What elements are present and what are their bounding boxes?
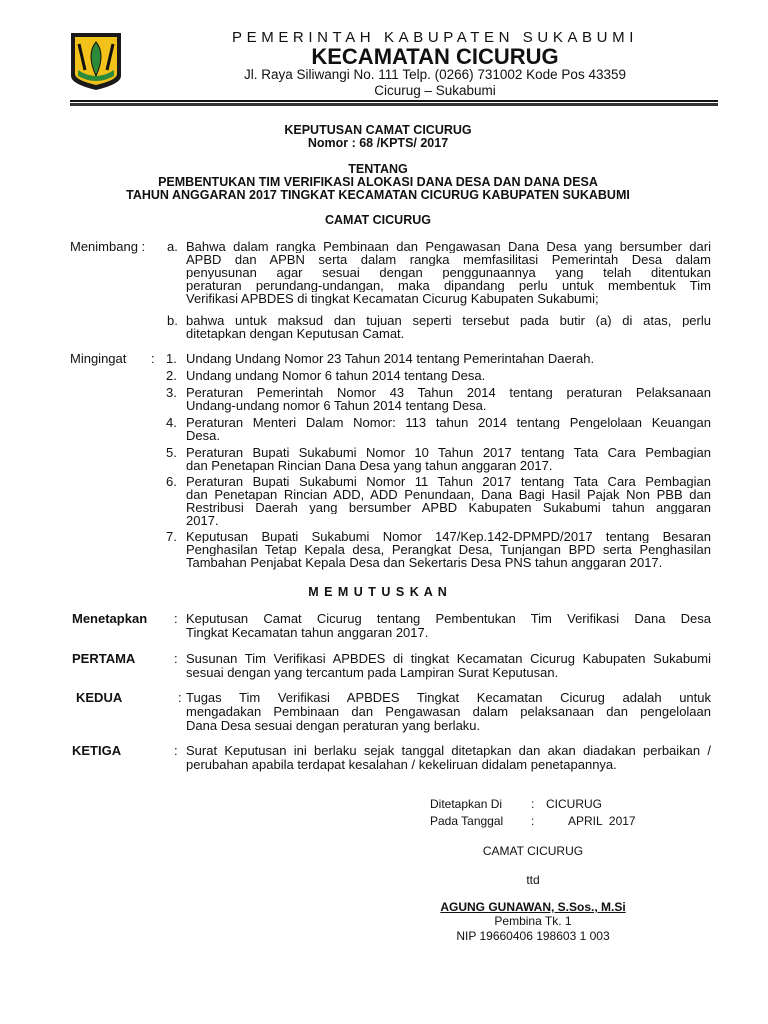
item-marker: 5.: [166, 445, 177, 460]
text-line: sesuai dengan yang tercantum pada Lampiran Surat Keputusan.: [186, 665, 559, 680]
text-line: Penghasilan Tetap Kepala desa, Perangkat Desa, Tunjangan BPD serta Penghasilan: [186, 543, 711, 556]
text-line: Tingkat Kecamatan tahun anggaran 2017.: [186, 625, 429, 640]
item-marker: 4.: [166, 415, 177, 430]
place-label: Ditetapkan Di: [430, 797, 503, 811]
decision-colon: :: [178, 690, 182, 705]
decision-text: [186, 652, 711, 680]
item-marker: 3.: [166, 385, 177, 400]
mengingat-item: [186, 369, 711, 382]
signer-position: CAMAT CICURUG: [482, 844, 584, 858]
text-line: Undang-undang nomor 6 Tahun 2014 tentang Desa.: [186, 398, 487, 413]
issuer-heading: CAMAT CICURUG: [324, 213, 431, 227]
text-line: dan Penetapan Rincian ADD, ADD Penundaan, Dana Bagi Hasil Pajak Non PBB dan: [186, 488, 711, 501]
mengingat-item: [186, 446, 711, 472]
signer-rank: Pembina Tk. 1: [494, 914, 572, 928]
signer-nip: NIP 19660406 198603 1 003: [456, 929, 610, 943]
signature-ttd: ttd: [526, 873, 540, 887]
decree-number: Nomor : 68 /KPTS/ 2017: [307, 136, 449, 150]
decision-colon: :: [174, 651, 178, 666]
decision-colon: :: [174, 743, 178, 758]
text-line: Peraturan Menteri Dalam Nomor: 113 tahun 2014 tentang Pengelolaan Keuangan: [186, 416, 711, 429]
text-line: Desa.: [186, 428, 220, 443]
decision-label: Menetapkan: [72, 611, 148, 626]
item-marker: b.: [167, 313, 178, 328]
mengingat-item: [186, 416, 711, 442]
signer-name: AGUNG GUNAWAN, S.Sos., M.Si: [440, 900, 626, 914]
place-value: CICURUG: [546, 797, 602, 811]
text-line: Bahwa dalam rangka Pembinaan dan Pengawasan Dana Desa yang bersumber dari: [186, 240, 711, 253]
text-line: Peraturan Bupati Sukabumi Nomor 10 Tahun 2017 tentang Tata Cara Pembagian: [186, 446, 711, 459]
decision-text: [186, 612, 711, 640]
text-line: Tugas Tim Verifikasi APBDES Tingkat Kecamatan Cicurug adalah untuk: [186, 691, 711, 705]
decree-title: KEPUTUSAN CAMAT CICURUG: [284, 123, 472, 137]
decision-text: [186, 744, 711, 772]
text-line: Tambahan Penjabat Kepala Desa dan Sekertaris Desa PNS tahun anggaran 2017.: [186, 555, 663, 570]
item-marker: 6.: [166, 474, 177, 489]
text-line: Keputusan Bupati Sukabumi Nomor 147/Kep.142-DPMPD/2017 tentang Besaran: [186, 530, 711, 543]
menimbang-a: [186, 240, 711, 305]
text-line: Undang Undang Nomor 23 Tahun 2014 tentang Pemerintahan Daerah.: [186, 351, 595, 366]
text-line: peraturan perundang-undangan, maka dipandang perlu untuk membentuk Tim: [186, 279, 711, 292]
text-line: bahwa untuk maksud dan tujuan seperti tersebut pada butir (a) di atas, perlu: [186, 314, 711, 327]
text-line: mengadakan Pembinaan dan Pengawasan dalam pelaksanaan dan pengelolaan: [186, 705, 711, 719]
text-line: penyusunan agar sesuai dengan penggunaannya yang telah ditentukan: [186, 266, 711, 279]
sukabumi-emblem-logo: [68, 30, 124, 92]
date-colon: :: [531, 814, 535, 828]
date-value: APRIL 2017: [568, 814, 636, 828]
menimbang-b: [186, 314, 711, 340]
text-line: ditetapkan dengan Keputusan Camat.: [186, 326, 405, 341]
header-office: KECAMATAN CICURUG: [311, 44, 559, 69]
mengingat-item: [186, 475, 711, 527]
header-rule-thin: [70, 100, 718, 102]
text-line: Susunan Tim Verifikasi APBDES di tingkat Kecamatan Cicurug Kabupaten Sukabumi: [186, 652, 711, 666]
header-city: Cicurug – Sukabumi: [374, 83, 496, 98]
item-marker: 2.: [166, 368, 177, 383]
subject-line-1: PEMBENTUKAN TIM VERIFIKASI ALOKASI DANA DESA DAN DANA DESA: [158, 175, 598, 189]
mengingat-label: Mingingat: [70, 351, 127, 366]
date-label: Pada Tanggal: [430, 814, 504, 828]
text-line: Dana Desa sesuai dengan peraturan yang berlaku.: [186, 718, 481, 733]
mengingat-item: [186, 530, 711, 569]
decision-label: KETIGA: [72, 743, 122, 758]
place-colon: :: [531, 797, 535, 811]
text-line: Verifikasi APBDES di tingkat Kecamatan Cicurug Kabupaten Sukabumi;: [186, 291, 599, 306]
mengingat-item: [186, 352, 711, 365]
decision-text: [186, 691, 711, 733]
text-line: Peraturan Bupati Sukabumi Nomor 11 Tahun 2017 tentang Tata Cara Pembagian: [186, 475, 711, 488]
text-line: Keputusan Camat Cicurug tentang Pembentukan Tim Verifikasi Dana Desa: [186, 612, 711, 626]
subject-line-2: TAHUN ANGGARAN 2017 TINGKAT KECAMATAN CICURUG KABUPATEN SUKABUMI: [126, 188, 630, 202]
text-line: Surat Keputusan ini berlaku sejak tanggal ditetapkan dan akan diadakan perbaikan /: [186, 744, 711, 758]
text-line: dan Penetapan Rincian Dana Desa yang tahun anggaran 2017.: [186, 458, 553, 473]
decision-label: KEDUA: [76, 690, 123, 705]
text-line: Undang undang Nomor 6 tahun 2014 tentang Desa.: [186, 368, 486, 383]
text-line: 2017.: [186, 513, 219, 528]
about-heading: TENTANG: [348, 162, 408, 176]
header-rule-thick: [70, 103, 718, 106]
header-address: Jl. Raya Siliwangi No. 111 Telp. (0266) 731002 Kode Pos 43359: [243, 67, 626, 82]
text-line: APBD dan APBN serta dalam rangka memfasilitasi Pemerintah Desa dalam: [186, 253, 711, 266]
mengingat-colon: :: [151, 351, 155, 366]
menimbang-label: Menimbang :: [70, 239, 146, 254]
item-marker: 1.: [166, 351, 177, 366]
decision-label: PERTAMA: [72, 651, 136, 666]
text-line: Peraturan Pemerintah Nomor 43 Tahun 2014 tentang peraturan Pelaksanaan: [186, 386, 711, 399]
text-line: Restribusi Daerah yang bersumber APBD Kabupaten Sukabumi tahun anggaran: [186, 501, 711, 514]
mengingat-item: [186, 386, 711, 412]
decision-colon: :: [174, 611, 178, 626]
header-government: PEMERINTAH KABUPATEN SUKABUMI: [232, 29, 638, 46]
text-line: perubahan apabila terdapat kesalahan / kekeliruan didalam penetapannya.: [186, 757, 617, 772]
item-marker: 7.: [166, 529, 177, 544]
item-marker: a.: [167, 239, 178, 254]
memutuskan-heading: M E M U T U S K A N: [308, 585, 448, 599]
